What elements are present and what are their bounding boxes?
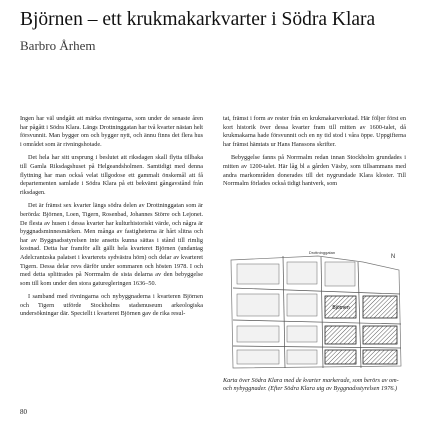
map-label-bjornen: Björnen [332,305,350,311]
map-block [363,350,397,364]
article-title: Björnen – ett krukmakarkvarter i Södra Klara [20,9,376,30]
page-number: 80 [20,408,27,416]
paragraph: Ingen har väl undgått att märka rivningarna, som under de senaste åren har pågått i Södra Klara. Längs Drottninggatan har två kvarter nästan helt försvunnit. Man bygger om och bygger nytt, och ännu finns det flera hus i området som är rivningshotade. [20,115,203,148]
map-block [325,350,356,364]
map-block [363,296,397,318]
paragraph: Det är främst sex kvarter längs södra delen av Drottninggatan som är berörda: Björnen, Loen, Tigern, Rosenbad, Johannes Större och Lejonet. De flesta av husen i dessa kvarter har kulturhistoriskt värde, och några är byggnadsminnesmärken. Men många av fastigheterna är hårt slitna och har av Byggnadsstyrelsen inte ansetts kunna sättas i stånd till rimlig kostnad. Detta har framför allt gällt hela kvarteret Björnen (undantag Adelcrantzska palatset i kvarterets sydvästra hörn) och delar av kvarteret Tigern. Dessa delar revs därför under sommaren och hösten 1978. I och med detta splittrades på Norrmalm de sista delarna av den bebyggelse som till kom under den stora gaturegleringen 1636–50. [20,202,203,287]
map-block [325,326,356,344]
paragraph: Bebyggelse fanns på Norrmalm redan innan Stockholm grundades i mitten av 1200-talet. Här låg bl a gården Väsby, som tillsammans med andra markområden donerades till det nygrundade Klara kloster. Till Norrmalm förlades också tidigt hantverk, som [223,154,406,188]
map-caption: Karta över Södra Klara med de kvarter markerade, som berörs av om- och nybyggnader. (Efter Södra Klara utg av Byggnadsstyrelsen 1976.) [223,377,399,393]
paragraph: Det hela har sitt ursprung i beslutet att riksdagen skall flytta tillbaka till Gamla Riksdagshuset på Helgeandsholmen. Samtidigt med denna flyttning har man också velat tillgodose ett gammalt önskemål att få departementen samlade i Södra Klara på ett bekvämt gångavstånd från riksdagen. [20,154,203,196]
map-label-street: Drottninggatan [308,250,336,255]
map-block [363,326,397,344]
paragraph: I samband med rivningarna och nybyggnaderna i kvarteren Björnen och Tigern utförde Stockholms stadsmuseum arkeologiska undersökningar där. Speciellt i kvarteret Björnen gav de rika resul- [20,293,203,318]
left-column [20,115,203,324]
district-map [223,248,406,373]
right-column [223,115,406,194]
paragraph: tat, främst i form av rester från en krukmakarverkstad. Här följer först en kort historik över dessa kvarter fram till mitten av 1600-talet, då krukmakarna hade försvunnit och en ny tid stod i våra öppe. Uppgifterna har främst hämtats ur Hans Hanssons skrifter. [223,115,406,148]
article-author: Barbro Århem [20,38,96,53]
north-arrow-label: N [390,254,396,260]
